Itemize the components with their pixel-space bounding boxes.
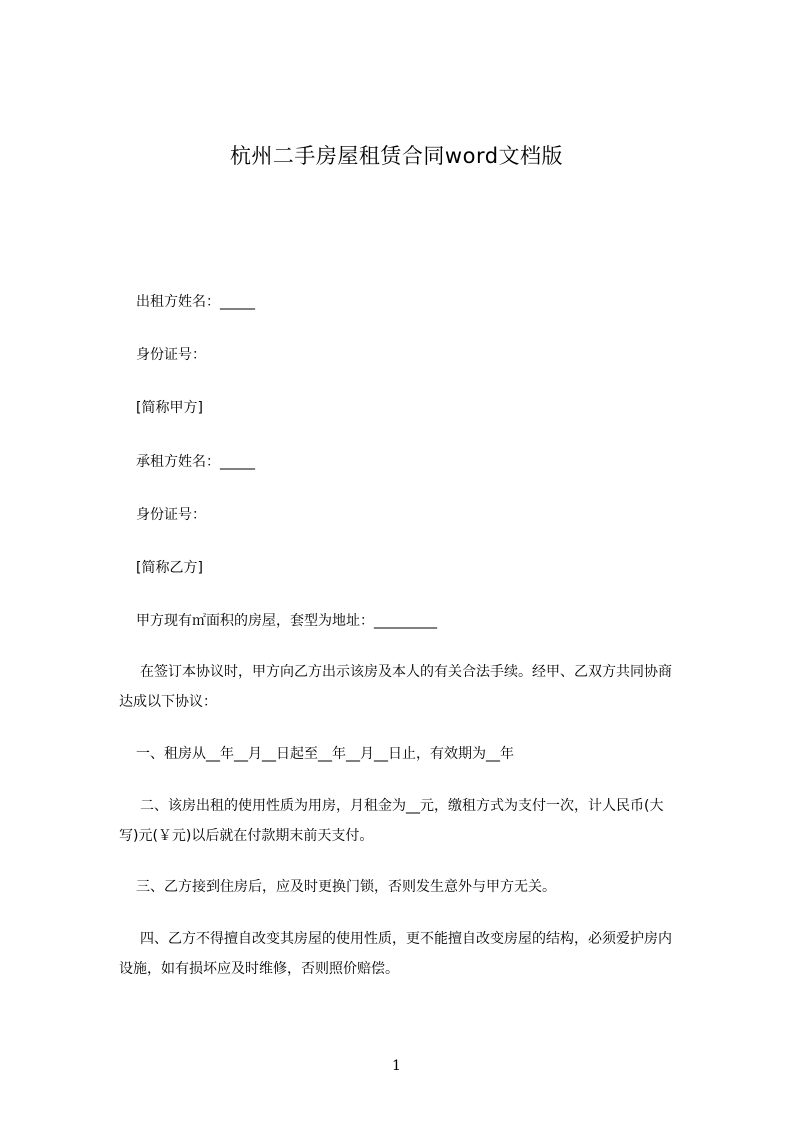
page-number: 1 bbox=[392, 1058, 401, 1074]
clause-3: 三、乙方接到住房后，应及时更换门锁，否则发生意外与甲方无关。 bbox=[136, 879, 556, 895]
property-line: 甲方现有㎡面积的房屋，套型为地址：_________ bbox=[136, 613, 437, 629]
lessor-abbreviation-line: [简称甲方] bbox=[136, 400, 203, 416]
document-title: 杭州二手房屋租赁合同word文档版 bbox=[229, 144, 564, 168]
clause-1: 一、租房从__年__月__日起至__年__月__日止，有效期为__年 bbox=[136, 746, 514, 762]
clause-2: 二、该房出租的使用性质为用房，月租金为__元，缴租方式为支付一次，计人民币(大写)元(￥元)以后就在付款期末前天支付。 bbox=[119, 798, 664, 844]
clause-4: 四、乙方不得擅自改变其房屋的使用性质，更不能擅自改变房屋的结构，必须爱护房内设施，如有损坏应及时维修，否则照价赔偿。 bbox=[119, 931, 672, 977]
lessor-id-line: 身份证号： bbox=[136, 347, 206, 363]
lessor-name-line: 出租方姓名：_____ bbox=[136, 294, 255, 310]
lessee-abbreviation-line: [简称乙方] bbox=[136, 560, 203, 576]
lessee-name-line: 承租方姓名：_____ bbox=[136, 454, 255, 470]
intro-paragraph: 在签订本协议时，甲方向乙方出示该房及本人的有关合法手续。经甲、乙双方共同协商达成以下协议： bbox=[119, 664, 672, 710]
lessee-id-line: 身份证号： bbox=[136, 507, 206, 523]
